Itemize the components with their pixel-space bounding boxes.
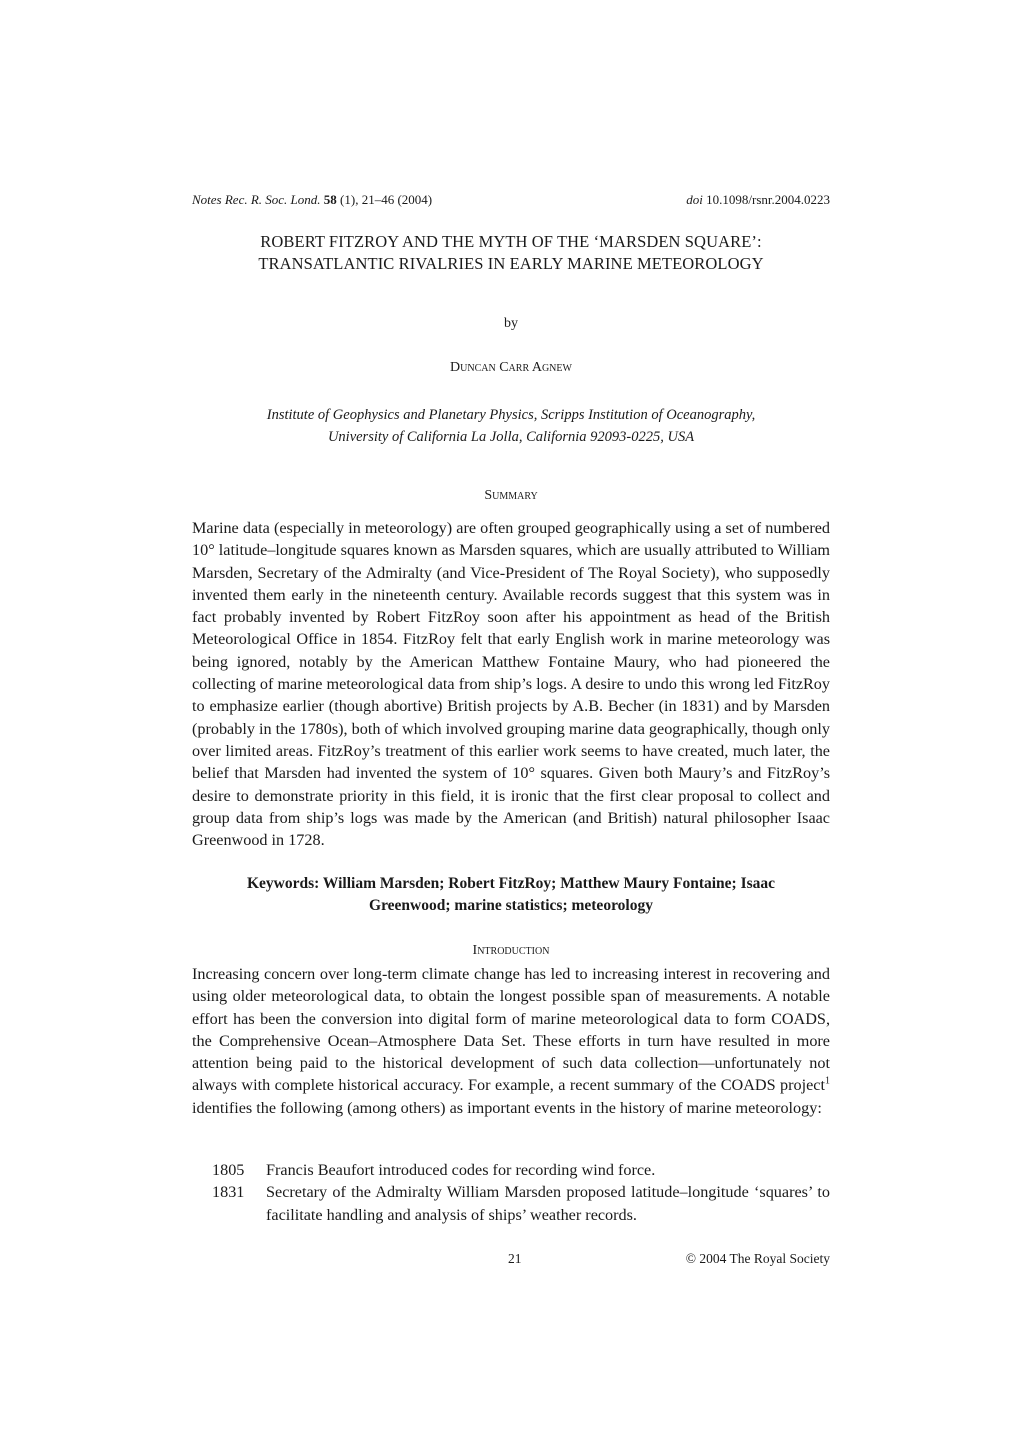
timeline-year: 1831 bbox=[212, 1183, 245, 1202]
timeline-entry bbox=[192, 1181, 830, 1226]
journal-abbrev: Notes Rec. R. Soc. Lond. bbox=[192, 192, 321, 207]
journal-citation bbox=[192, 192, 432, 208]
timeline-year: 1805 bbox=[212, 1161, 245, 1179]
summary-heading: Summary bbox=[484, 488, 538, 503]
running-header bbox=[192, 192, 830, 208]
journal-issue-pages: (1), 21–46 (2004) bbox=[340, 192, 433, 207]
introduction-heading: Introduction bbox=[472, 943, 550, 958]
doi-label: doi bbox=[686, 192, 703, 207]
journal-volume: 58 bbox=[323, 192, 337, 207]
keywords-line-2: Greenwood; marine statistics; meteorology bbox=[369, 897, 653, 915]
byline: by bbox=[504, 316, 518, 331]
intro-text-before-note: Increasing concern over long-term climate change has led to increasing interest in recovering and using older meteorological data, to obtain the longest possible span of measurements. A notable effort has been the conversion into digital form of marine meteorological data to form COADS, the Comprehensive Ocean–Atmosphere Data Set. These efforts in turn have resulted in more attention being paid to the historical development of such data collection—unfortunately not always with complete historical accuracy. For example, a recent summary of the COADS project bbox=[192, 965, 830, 1095]
summary-paragraph: Marine data (especially in meteorology) are often grouped geographically using a set of numbered 10° latitude–longitude squares known as Marsden squares, which are usually attributed to William Marsden, Secretary of the Admiralty (and Vice-President of The Royal Society), who supposedly invented them early in the nineteenth century. Available records suggest that this system was in fact probably invented by Robert FitzRoy soon after his appointment as head of the British Meteorological Office in 1854. FitzRoy felt that early English work in marine meteorology was being ignored, notably by the American Matthew Fontaine Maury, who had pioneered the collecting of marine meteorological data from ship’s logs. A desire to undo this wrong led FitzRoy to emphasize earlier (though abortive) British projects by A.B. Becher (in 1831) and by Marsden (probably in the 1780s), both of which involved grouping marine data geographically, though only over limited areas. FitzRoy’s treatment of this earlier work seems to have created, much later, the belief that Marsden had invented the system of 10° squares. Given both Maury’s and FitzRoy’s desire to demonstrate priority in this field, it is ironic that the first clear proposal to collect and group data from ship’s logs was made by the American (and British) natural philosopher Isaac Greenwood in 1728. bbox=[192, 519, 830, 850]
doi bbox=[686, 192, 830, 208]
keywords bbox=[192, 873, 830, 918]
doi-value: 10.1098/rsnr.2004.0223 bbox=[706, 192, 830, 207]
timeline-event: Francis Beaufort introduced codes for recording wind force. bbox=[266, 1161, 656, 1179]
timeline-event: Secretary of the Admiralty William Marsden proposed latitude–longitude ‘squares’ to facilitate handling and analysis of ships’ weather records. bbox=[266, 1183, 830, 1224]
timeline-entry bbox=[192, 1159, 830, 1181]
copyright-notice: © 2004 The Royal Society bbox=[685, 1251, 830, 1266]
author-name: Duncan Carr Agnew bbox=[450, 360, 572, 375]
article-title-line-1: ROBERT FITZROY AND THE MYTH OF THE ‘MARSDEN SQUARE’: bbox=[260, 232, 762, 251]
article-title-line-2: TRANSATLANTIC RIVALRIES IN EARLY MARINE METEOROLOGY bbox=[258, 254, 764, 273]
affiliation-line-1: Institute of Geophysics and Planetary Physics, Scripps Institution of Oceanography, bbox=[266, 407, 756, 423]
page-number: 21 bbox=[508, 1251, 522, 1266]
history-timeline bbox=[192, 1159, 830, 1226]
affiliation-line-2: University of California La Jolla, California 92093-0225, USA bbox=[327, 429, 695, 445]
author-affiliation bbox=[192, 404, 830, 448]
intro-text-after-note: identifies the following (among others) as important events in the history of marine meteorology: bbox=[192, 1098, 822, 1117]
footnote-marker[interactable]: 1 bbox=[825, 1076, 830, 1088]
introduction-paragraph bbox=[192, 963, 830, 1119]
keywords-line-1: Keywords: William Marsden; Robert FitzRoy; Matthew Maury Fontaine; Isaac bbox=[246, 875, 776, 892]
article-title bbox=[192, 231, 830, 275]
